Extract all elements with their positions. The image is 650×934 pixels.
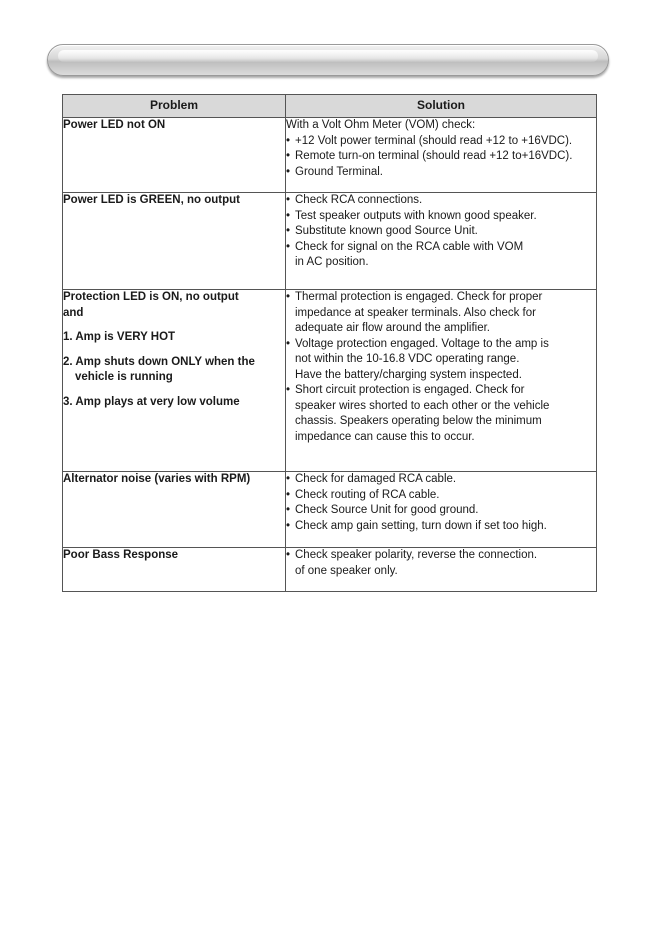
solution-line: adequate air flow around the amplifier.	[295, 322, 490, 334]
solution-bullet: • Check for signal on the RCA cable with VOM	[286, 240, 596, 256]
solution-cell	[286, 118, 597, 193]
banner-highlight	[58, 50, 598, 62]
solution-bullet: • Remote turn-on terminal (should read +12 to+16VDC).	[286, 149, 596, 165]
solution-bullet: • Voltage protection engaged. Voltage to the amp is	[286, 337, 596, 353]
solution-cell	[286, 472, 597, 548]
solution-column-header: Solution	[286, 95, 597, 118]
solution-bullet: • Substitute known good Source Unit.	[286, 224, 596, 240]
problem-text: Protection LED is ON, no output	[63, 291, 239, 303]
solution-bullet: • Short circuit protection is engaged. Check for	[286, 383, 596, 399]
solution-line: impedance can cause this to occur.	[295, 430, 475, 443]
solution-line: speaker wires shorted to each other or the vehicle	[295, 399, 550, 412]
solution-bullet: • Check amp gain setting, turn down if set too high.	[286, 519, 596, 535]
solution-bullet: • Check for damaged RCA cable.	[286, 472, 596, 488]
problem-cell	[63, 290, 286, 472]
table-row	[63, 193, 597, 290]
solution-bullet: • Check RCA connections.	[286, 193, 596, 209]
solution-cell	[286, 290, 597, 472]
problem-text: Power LED not ON	[63, 119, 166, 131]
problem-text: 2. Amp shuts down ONLY when the	[63, 355, 255, 368]
section-header-banner	[47, 44, 609, 76]
troubleshooting-table	[62, 94, 597, 592]
problem-text: 1. Amp is VERY HOT	[63, 331, 176, 343]
solution-line: not within the 10-16.8 VDC operating range.	[295, 353, 520, 365]
solution-bullet: • Check Source Unit for good ground.	[286, 503, 596, 519]
solution-bullet: • Check routing of RCA cable.	[286, 488, 596, 504]
problem-cell	[63, 118, 286, 193]
problem-cell	[63, 472, 286, 548]
solution-bullet: • Test speaker outputs with known good speaker.	[286, 209, 596, 225]
problem-text: vehicle is running	[75, 371, 173, 383]
table-row	[63, 118, 597, 193]
solution-line: in AC position.	[295, 256, 369, 268]
problem-text: and	[63, 306, 84, 319]
problem-text: Power LED is GREEN, no output	[63, 194, 240, 206]
problem-text: 3. Amp plays at very low volume	[63, 395, 240, 408]
solution-line: of one speaker only.	[295, 564, 398, 577]
problem-text: Poor Bass Response	[63, 549, 179, 561]
solution-bullet: • Thermal protection is engaged. Check for proper	[286, 290, 596, 306]
solution-cell	[286, 548, 597, 592]
solution-cell	[286, 193, 597, 290]
solution-bullet: • +12 Volt power terminal (should read +12 to +16VDC).	[286, 134, 596, 150]
problem-cell	[63, 193, 286, 290]
table-row	[63, 290, 597, 472]
solution-line: impedance at speaker terminals. Also check for	[295, 306, 536, 319]
solution-line: With a Volt Ohm Meter (VOM) check:	[286, 119, 476, 131]
solution-line: Have the battery/charging system inspected.	[295, 368, 522, 381]
solution-bullet: • Check speaker polarity, reverse the connection.	[286, 548, 596, 564]
solution-bullet: • Ground Terminal.	[286, 165, 596, 181]
table-row	[63, 548, 597, 592]
problem-text: Alternator noise (varies with RPM)	[63, 473, 251, 485]
table-row	[63, 472, 597, 548]
table-header-row	[63, 95, 597, 118]
solution-line: chassis. Speakers operating below the minimum	[295, 415, 542, 427]
problem-cell	[63, 548, 286, 592]
problem-column-header: Problem	[63, 95, 286, 118]
